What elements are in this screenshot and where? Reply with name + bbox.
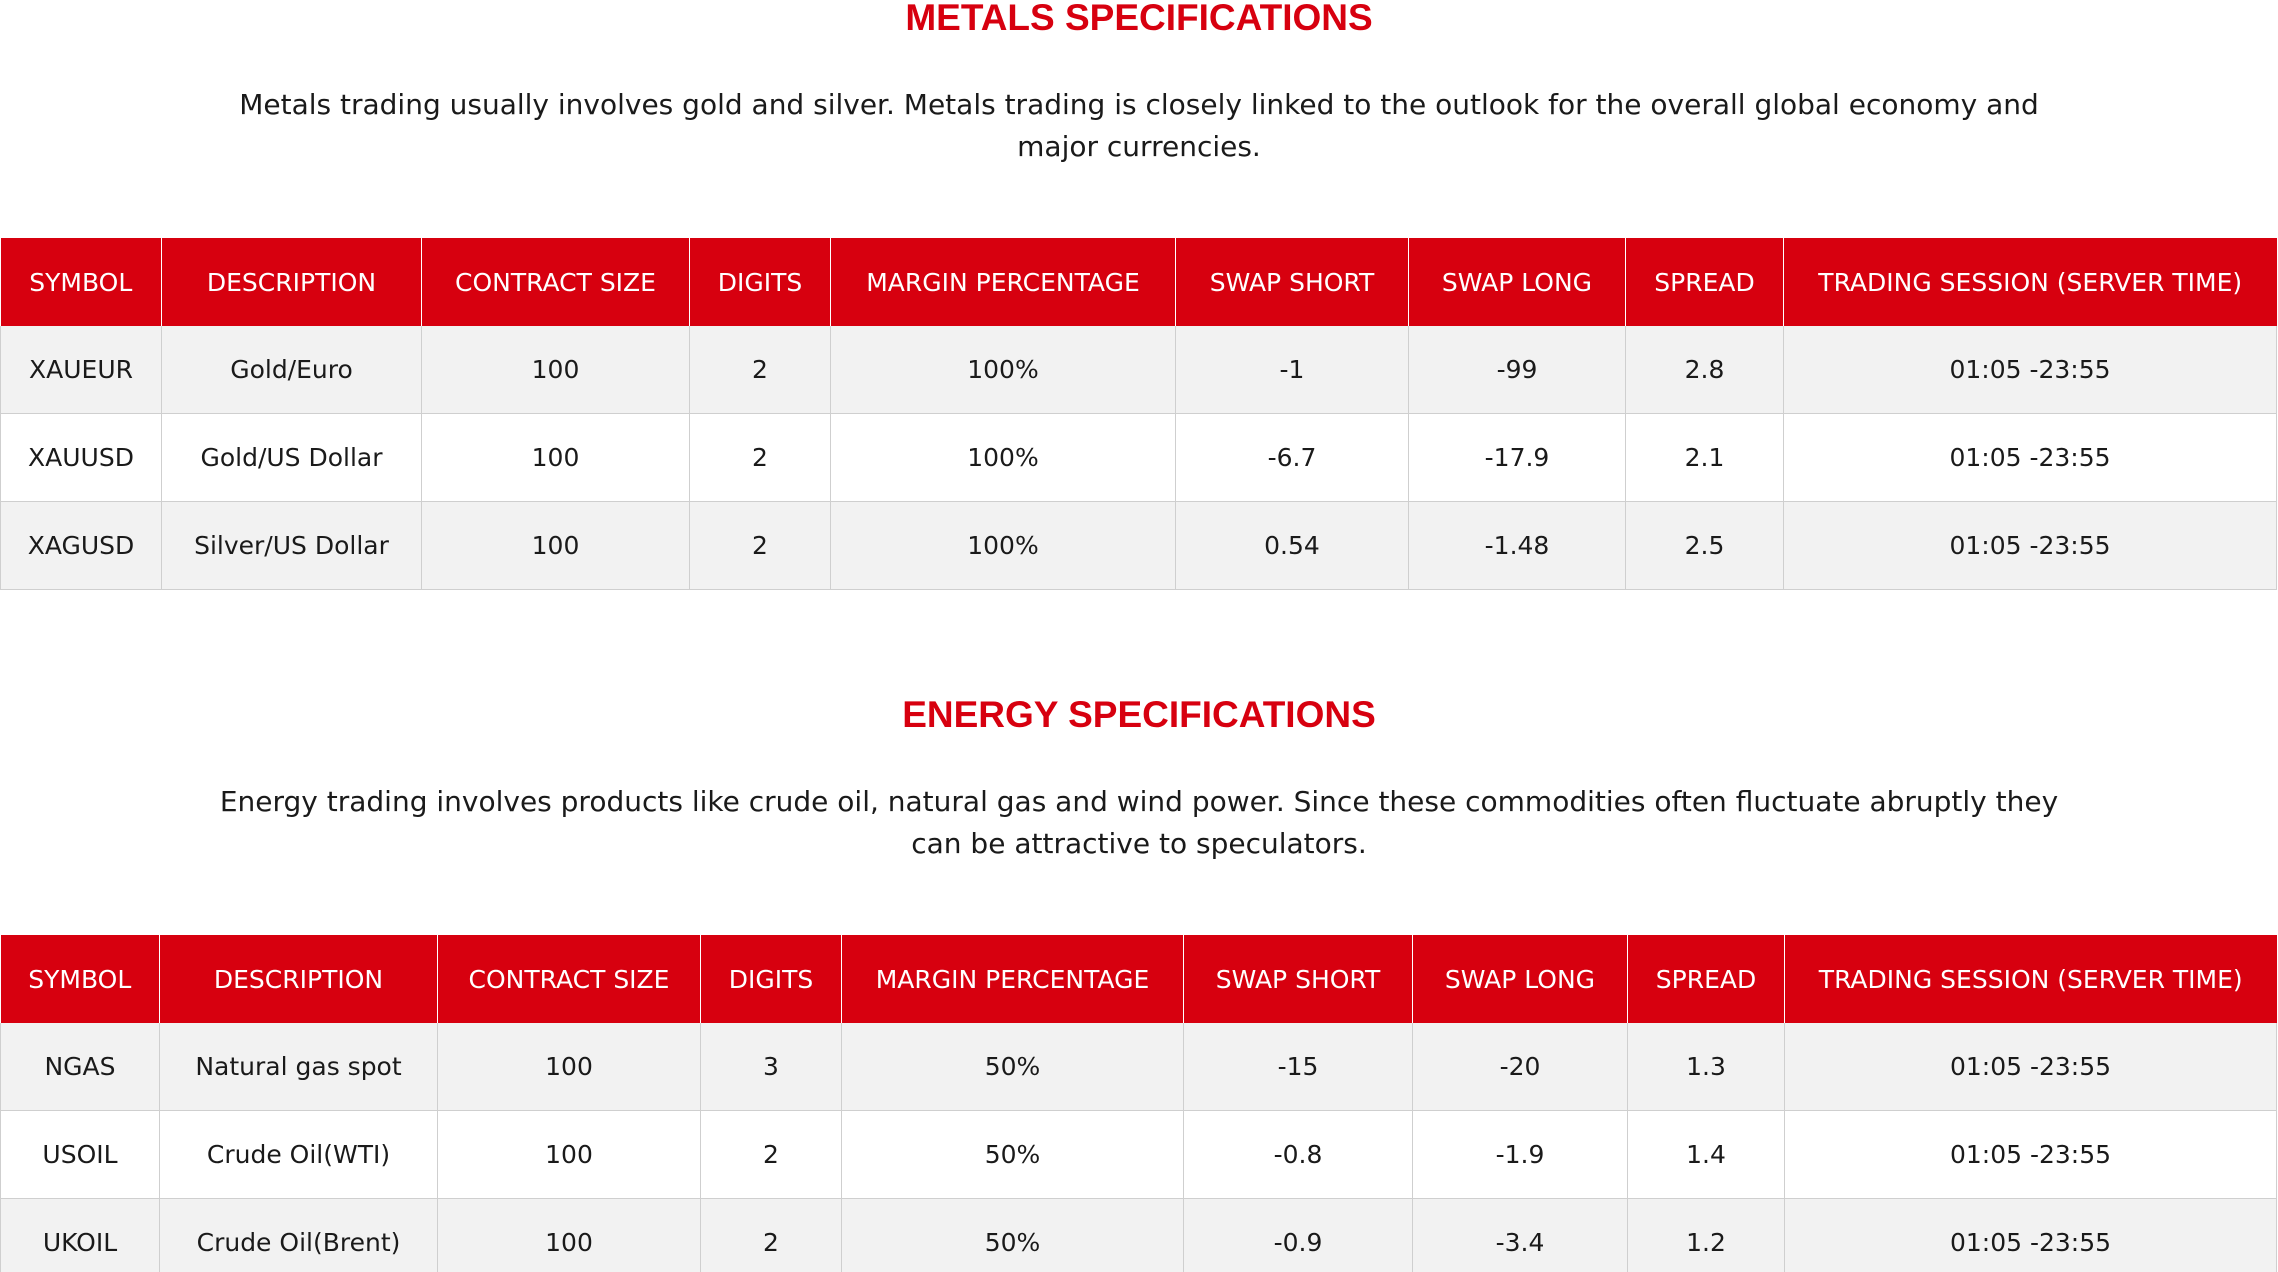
cell-description: Gold/US Dollar	[162, 414, 422, 502]
cell-spread: 2.5	[1626, 502, 1784, 590]
energy-description-line-2: can be attractive to speculators.	[911, 827, 1367, 860]
table-row	[1, 1023, 2277, 1111]
metals-header-spread: SPREAD	[1626, 238, 1784, 326]
metals-header-row	[1, 238, 2277, 326]
cell-swap-short: -0.9	[1184, 1199, 1413, 1272]
energy-header-swap-short: SWAP SHORT	[1184, 935, 1413, 1023]
cell-description: Silver/US Dollar	[162, 502, 422, 590]
cell-spread: 1.3	[1628, 1023, 1785, 1111]
metals-title: METALS SPECIFICATIONS	[905, 0, 1373, 38]
table-row	[1, 502, 2277, 590]
cell-description: Crude Oil(Brent)	[160, 1199, 438, 1272]
cell-margin-percentage: 50%	[842, 1199, 1184, 1272]
cell-spread: 1.4	[1628, 1111, 1785, 1199]
cell-description: Gold/Euro	[162, 326, 422, 414]
cell-margin-percentage: 50%	[842, 1111, 1184, 1199]
energy-header-symbol: SYMBOL	[1, 935, 160, 1023]
energy-description-line-1: Energy trading involves products like crude oil, natural gas and wind power. Since these commodities often fluctuate abruptly they	[219, 785, 2059, 818]
cell-swap-short: 0.54	[1176, 502, 1409, 590]
cell-margin-percentage: 50%	[842, 1023, 1184, 1111]
cell-symbol: XAGUSD	[1, 502, 162, 590]
metals-header-description: DESCRIPTION	[162, 238, 422, 326]
energy-header-margin-percentage: MARGIN PERCENTAGE	[842, 935, 1184, 1023]
energy-header-contract-size: CONTRACT SIZE	[438, 935, 701, 1023]
metals-description-line-1: Metals trading usually involves gold and silver. Metals trading is closely linked to the outlook for the overall global economy and	[239, 88, 2039, 121]
cell-symbol: NGAS	[1, 1023, 160, 1111]
cell-symbol: UKOIL	[1, 1199, 160, 1272]
cell-swap-short: -15	[1184, 1023, 1413, 1111]
cell-trading-session: 01:05 -23:55	[1784, 502, 2277, 590]
cell-digits: 2	[701, 1111, 842, 1199]
table-row	[1, 414, 2277, 502]
cell-swap-long: -1.9	[1413, 1111, 1628, 1199]
energy-header-digits: DIGITS	[701, 935, 842, 1023]
metals-header-contract-size: CONTRACT SIZE	[422, 238, 690, 326]
cell-description: Natural gas spot	[160, 1023, 438, 1111]
cell-contract-size: 100	[422, 414, 690, 502]
metals-description	[200, 84, 2078, 168]
cell-digits: 2	[690, 326, 831, 414]
cell-digits: 2	[690, 414, 831, 502]
cell-spread: 2.1	[1626, 414, 1784, 502]
metals-header-trading-session: TRADING SESSION (SERVER TIME)	[1784, 238, 2277, 326]
energy-header-spread: SPREAD	[1628, 935, 1785, 1023]
energy-header-row	[1, 935, 2277, 1023]
metals-header-digits: DIGITS	[690, 238, 831, 326]
cell-contract-size: 100	[438, 1111, 701, 1199]
metals-header-symbol: SYMBOL	[1, 238, 162, 326]
cell-symbol: XAUUSD	[1, 414, 162, 502]
cell-margin-percentage: 100%	[831, 414, 1176, 502]
metals-header-margin-percentage: MARGIN PERCENTAGE	[831, 238, 1176, 326]
table-row	[1, 326, 2277, 414]
cell-spread: 1.2	[1628, 1199, 1785, 1272]
cell-trading-session: 01:05 -23:55	[1785, 1199, 2277, 1272]
cell-contract-size: 100	[438, 1199, 701, 1272]
cell-contract-size: 100	[422, 326, 690, 414]
cell-trading-session: 01:05 -23:55	[1784, 414, 2277, 502]
cell-trading-session: 01:05 -23:55	[1785, 1111, 2277, 1199]
cell-swap-short: -1	[1176, 326, 1409, 414]
cell-swap-long: -20	[1413, 1023, 1628, 1111]
cell-digits: 2	[701, 1199, 842, 1272]
cell-contract-size: 100	[438, 1023, 701, 1111]
cell-symbol: USOIL	[1, 1111, 160, 1199]
cell-margin-percentage: 100%	[831, 502, 1176, 590]
energy-title: ENERGY SPECIFICATIONS	[902, 694, 1376, 735]
cell-trading-session: 01:05 -23:55	[1785, 1023, 2277, 1111]
cell-swap-short: -0.8	[1184, 1111, 1413, 1199]
energy-description	[200, 781, 2078, 865]
cell-digits: 3	[701, 1023, 842, 1111]
metals-table	[0, 238, 2277, 590]
cell-swap-short: -6.7	[1176, 414, 1409, 502]
table-row	[1, 1111, 2277, 1199]
cell-swap-long: -1.48	[1409, 502, 1626, 590]
cell-margin-percentage: 100%	[831, 326, 1176, 414]
cell-digits: 2	[690, 502, 831, 590]
metals-description-line-2: major currencies.	[1017, 130, 1261, 163]
energy-header-description: DESCRIPTION	[160, 935, 438, 1023]
cell-description: Crude Oil(WTI)	[160, 1111, 438, 1199]
cell-contract-size: 100	[422, 502, 690, 590]
energy-header-swap-long: SWAP LONG	[1413, 935, 1628, 1023]
cell-swap-long: -17.9	[1409, 414, 1626, 502]
cell-spread: 2.8	[1626, 326, 1784, 414]
cell-trading-session: 01:05 -23:55	[1784, 326, 2277, 414]
cell-swap-long: -3.4	[1413, 1199, 1628, 1272]
cell-swap-long: -99	[1409, 326, 1626, 414]
table-row	[1, 1199, 2277, 1272]
metals-header-swap-short: SWAP SHORT	[1176, 238, 1409, 326]
metals-header-swap-long: SWAP LONG	[1409, 238, 1626, 326]
cell-symbol: XAUEUR	[1, 326, 162, 414]
energy-table	[0, 935, 2277, 1272]
energy-header-trading-session: TRADING SESSION (SERVER TIME)	[1785, 935, 2277, 1023]
